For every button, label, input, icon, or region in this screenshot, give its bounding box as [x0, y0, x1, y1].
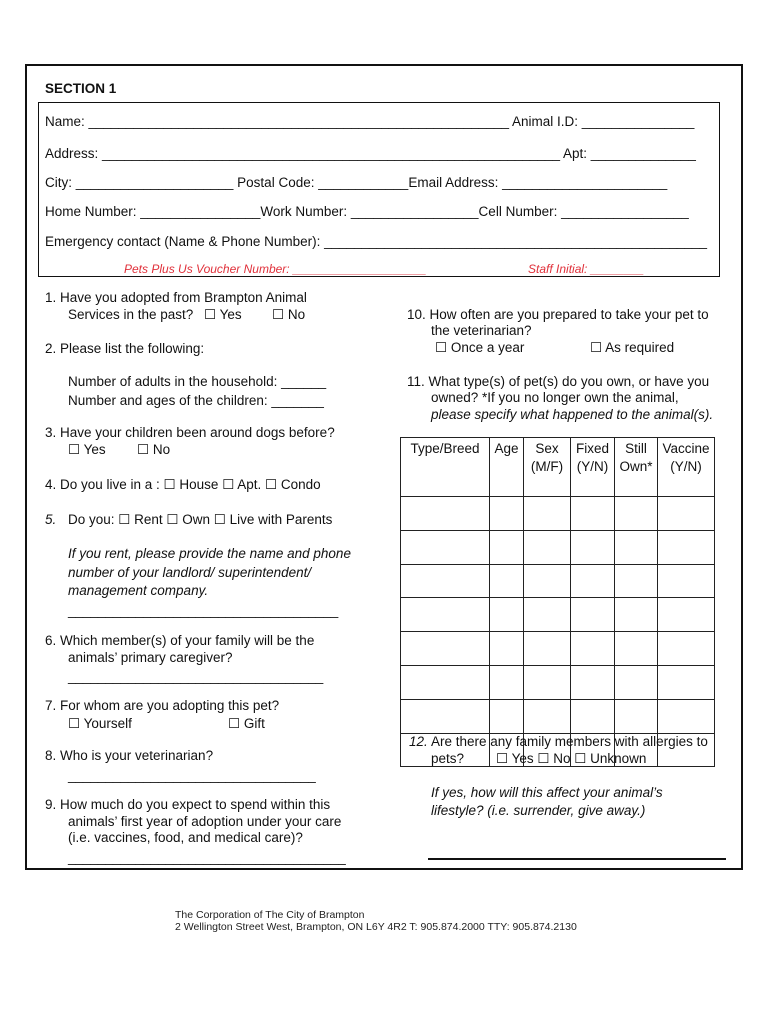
q10-required-checkbox[interactable]: ☐ As required — [590, 340, 675, 355]
q7-yourself-checkbox[interactable]: ☐ Yourself — [68, 716, 132, 731]
q10-text-2: the veterinarian? — [431, 323, 532, 338]
caregiver-line[interactable]: __________________________________ — [68, 669, 324, 684]
table-row[interactable] — [401, 497, 715, 531]
q11-text-3: please specify what happened to the animal(s). — [431, 407, 714, 422]
q1-no-checkbox[interactable]: ☐ No — [272, 307, 306, 322]
header-vaccine: Vaccine (Y/N) — [658, 438, 715, 497]
footer-address: 2 Wellington Street West, Brampton, ON L6Y 4R2 T: 905.874.2000 TTY: 905.874.2130 — [175, 921, 577, 933]
table-row[interactable] — [401, 530, 715, 564]
section-title: SECTION 1 — [45, 81, 117, 96]
adults-field[interactable]: Number of adults in the household: ______ — [68, 374, 327, 389]
q12-text-2: pets? — [431, 751, 465, 766]
table-row[interactable] — [401, 564, 715, 598]
q5-number: 5. — [45, 512, 57, 527]
staff-initial-field[interactable]: Staff Initial: ________ — [528, 262, 645, 276]
q11-text: 11. What type(s) of pet(s) do you own, or have you — [407, 374, 710, 389]
q6-text-2: animals’ primary caregiver? — [68, 650, 233, 665]
q9-text-2: animals’ first year of adoption under your care — [68, 814, 342, 829]
q4-dwelling-options[interactable]: 4. Do you live in a : ☐ House ☐ Apt. ☐ Condo — [45, 477, 321, 492]
emergency-contact-field[interactable]: Emergency contact (Name & Phone Number): ___________________________________________________ — [45, 234, 708, 249]
header-still-own: Still Own* — [615, 438, 658, 497]
table-row[interactable] — [401, 598, 715, 632]
q5-tenure-options[interactable]: Do you: ☐ Rent ☐ Own ☐ Live with Parents — [68, 512, 333, 527]
q1-text: 1. Have you adopted from Brampton Animal — [45, 290, 307, 305]
header-age: Age — [490, 438, 524, 497]
voucher-number-field[interactable]: Pets Plus Us Voucher Number: ____________________ — [124, 262, 427, 276]
city-postal-email-field[interactable]: City: _____________________ Postal Code: ____________Email Address: ______________________ — [45, 175, 668, 190]
name-animal-id-field[interactable]: Name: ________________________________________________________ Animal I.D: _______________ — [45, 114, 695, 129]
q3-no-checkbox[interactable]: ☐ No — [137, 442, 171, 457]
landlord-line[interactable]: ____________________________________ — [68, 603, 339, 618]
rent-instructions-2: number of your landlord/ superintendent/ — [68, 565, 312, 580]
phone-numbers-field[interactable]: Home Number: ________________Work Number: _________________Cell Number: _________________ — [45, 204, 689, 219]
adoption-cost-line[interactable]: _____________________________________ — [68, 850, 346, 865]
q9-text: 9. How much do you expect to spend within this — [45, 797, 331, 812]
table-row[interactable] — [401, 699, 715, 733]
q10-text: 10. How often are you prepared to take your pet to — [407, 307, 709, 322]
table-row[interactable] — [401, 665, 715, 699]
q2-text: 2. Please list the following: — [45, 341, 205, 356]
q12-allergy-options[interactable]: ☐ Yes ☐ No ☐ Unknown — [496, 751, 647, 766]
q1-yes-checkbox[interactable]: ☐ Yes — [204, 307, 242, 322]
q11-text-2: owned? *If you no longer own the animal, — [431, 390, 679, 405]
q6-text: 6. Which member(s) of your family will be the — [45, 633, 315, 648]
q12-text-4: lifestyle? (i.e. surrender, give away.) — [431, 803, 646, 818]
q10-once-checkbox[interactable]: ☐ Once a year — [435, 340, 525, 355]
address-apt-field[interactable]: Address: _____________________________________________________________ Apt: ______________ — [45, 146, 696, 161]
q3-yes-checkbox[interactable]: ☐ Yes — [68, 442, 106, 457]
header-fixed: Fixed (Y/N) — [571, 438, 615, 497]
q7-gift-checkbox[interactable]: ☐ Gift — [228, 716, 265, 731]
rent-instructions-1: If you rent, please provide the name and phone — [68, 546, 351, 561]
table-header-row — [401, 438, 715, 497]
footer-org: The Corporation of The City of Brampton — [175, 909, 365, 921]
rent-instructions-3: management company. — [68, 583, 209, 598]
children-field[interactable]: Number and ages of the children: _______ — [68, 393, 324, 408]
table-row[interactable] — [401, 632, 715, 666]
q7-text: 7. For whom are you adopting this pet? — [45, 698, 280, 713]
allergy-answer-line[interactable] — [428, 858, 726, 860]
q12-number: 12. — [409, 734, 428, 749]
q3-text: 3. Have your children been around dogs before? — [45, 425, 335, 440]
veterinarian-line[interactable]: _________________________________ — [68, 768, 316, 783]
q9-text-3: (i.e. vaccines, food, and medical care)? — [68, 830, 303, 845]
header-sex: Sex (M/F) — [524, 438, 571, 497]
q1-text-2: Services in the past? — [68, 307, 194, 322]
pet-history-table — [400, 437, 715, 767]
q8-text: 8. Who is your veterinarian? — [45, 748, 214, 763]
q12-text-3: If yes, how will this affect your animal’s — [431, 785, 663, 800]
header-type-breed: Type/Breed — [401, 438, 490, 497]
q12-text: Are there any family members with allergies to — [431, 734, 708, 749]
